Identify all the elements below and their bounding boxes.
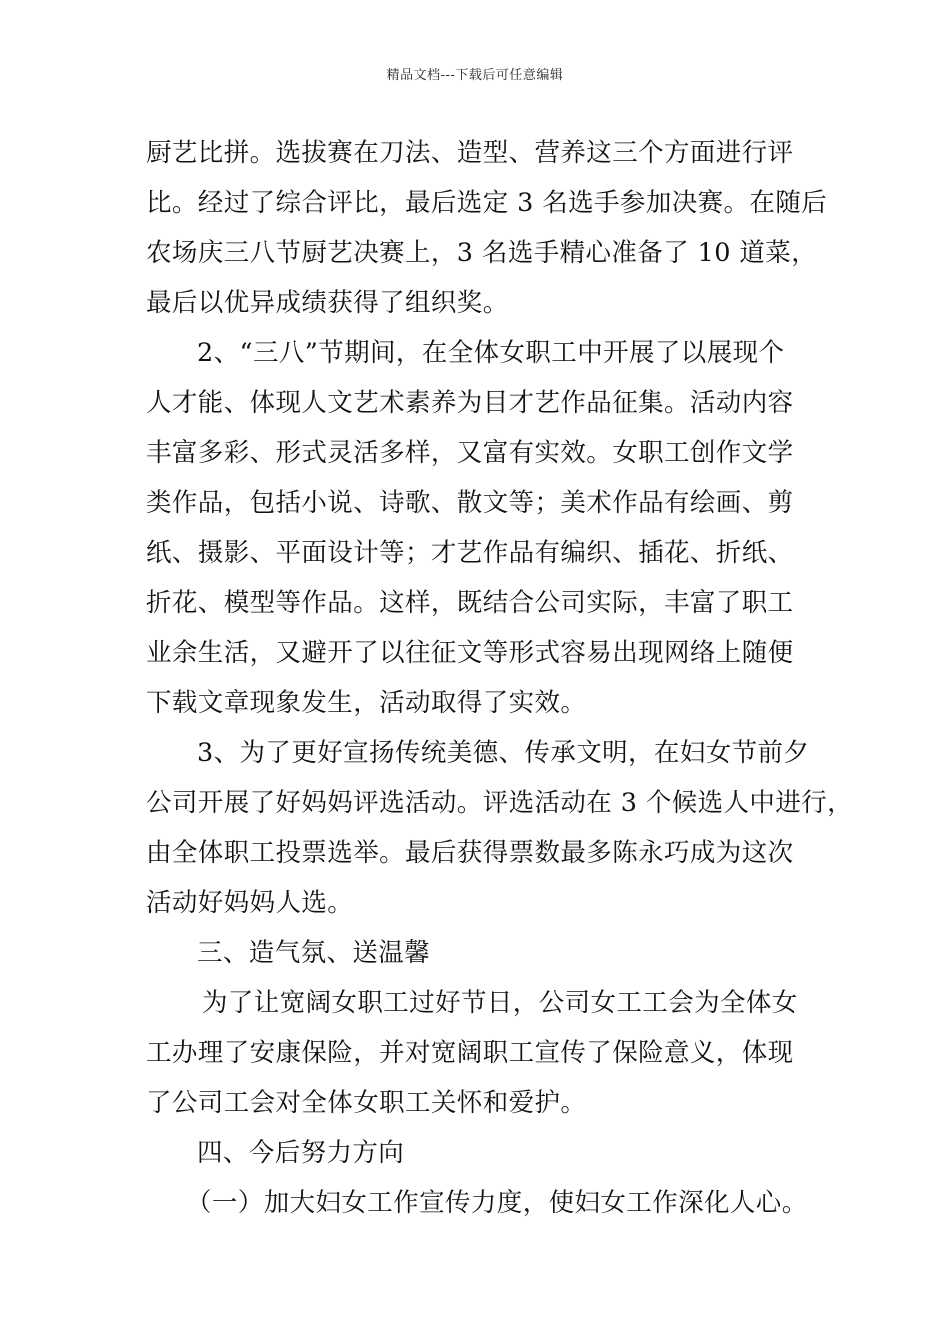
paragraph-line: 类作品，包括小说、诗歌、散文等；美术作品有绘画、剪: [146, 488, 794, 518]
paragraph-line: 3、为了更好宣扬传统美德、传承文明，在妇女节前夕: [197, 738, 810, 768]
paragraph-line: 公司开展了好妈妈评选活动。评选活动在 3 个候选人中进行，: [146, 788, 854, 818]
paragraph-line: 工办理了安康保险，并对宽阔职工宣传了保险意义，体现: [146, 1038, 794, 1068]
paragraph-line: （一）加大妇女工作宣传力度，使妇女工作深化人心。: [186, 1188, 808, 1218]
document-body: [146, 128, 854, 1228]
paragraph-line: 2、“三八”节期间，在全体女职工中开展了以展现个: [197, 338, 785, 368]
section-heading: 三、造气氛、送温馨: [197, 938, 431, 968]
paragraph-line: 折花、模型等作品。这样，既结合公司实际，丰富了职工: [146, 588, 794, 618]
paragraph-line: 纸、摄影、平面设计等；才艺作品有编织、插花、折纸、: [146, 538, 794, 568]
paragraph-line: 丰富多彩、形式灵活多样，又富有实效。女职工创作文学: [146, 438, 794, 468]
paragraph-line: 业余生活，又避开了以往征文等形式容易出现网络上随便: [146, 638, 794, 668]
paragraph-line: 人才能、体现人文艺术素养为目才艺作品征集。活动内容: [146, 388, 794, 418]
paragraph-line: 比。经过了综合评比，最后选定 3 名选手参加决赛。在随后: [146, 188, 828, 218]
section-heading: 四、今后努力方向: [197, 1138, 405, 1168]
paragraph-line: 厨艺比拼。选拔赛在刀法、造型、营养这三个方面进行评: [146, 138, 794, 168]
paragraph-line: 下载文章现象发生，活动取得了实效。: [146, 688, 587, 718]
paragraph-line: 最后以优异成绩获得了组织奖。: [146, 288, 509, 318]
paragraph-line: 由全体职工投票选举。最后获得票数最多陈永巧成为这次: [146, 838, 794, 868]
paragraph-line: 活动好妈妈人选。: [146, 888, 354, 918]
paragraph-line: 农场庆三八节厨艺决赛上，3 名选手精心准备了 10 道菜，: [146, 238, 818, 268]
paragraph-line: 为了让宽阔女职工过好节日，公司女工工会为全体女: [202, 988, 798, 1018]
paragraph-line: 了公司工会对全体女职工关怀和爱护。: [146, 1088, 587, 1118]
page-header: 精品文档---下载后可任意编辑: [386, 68, 564, 83]
